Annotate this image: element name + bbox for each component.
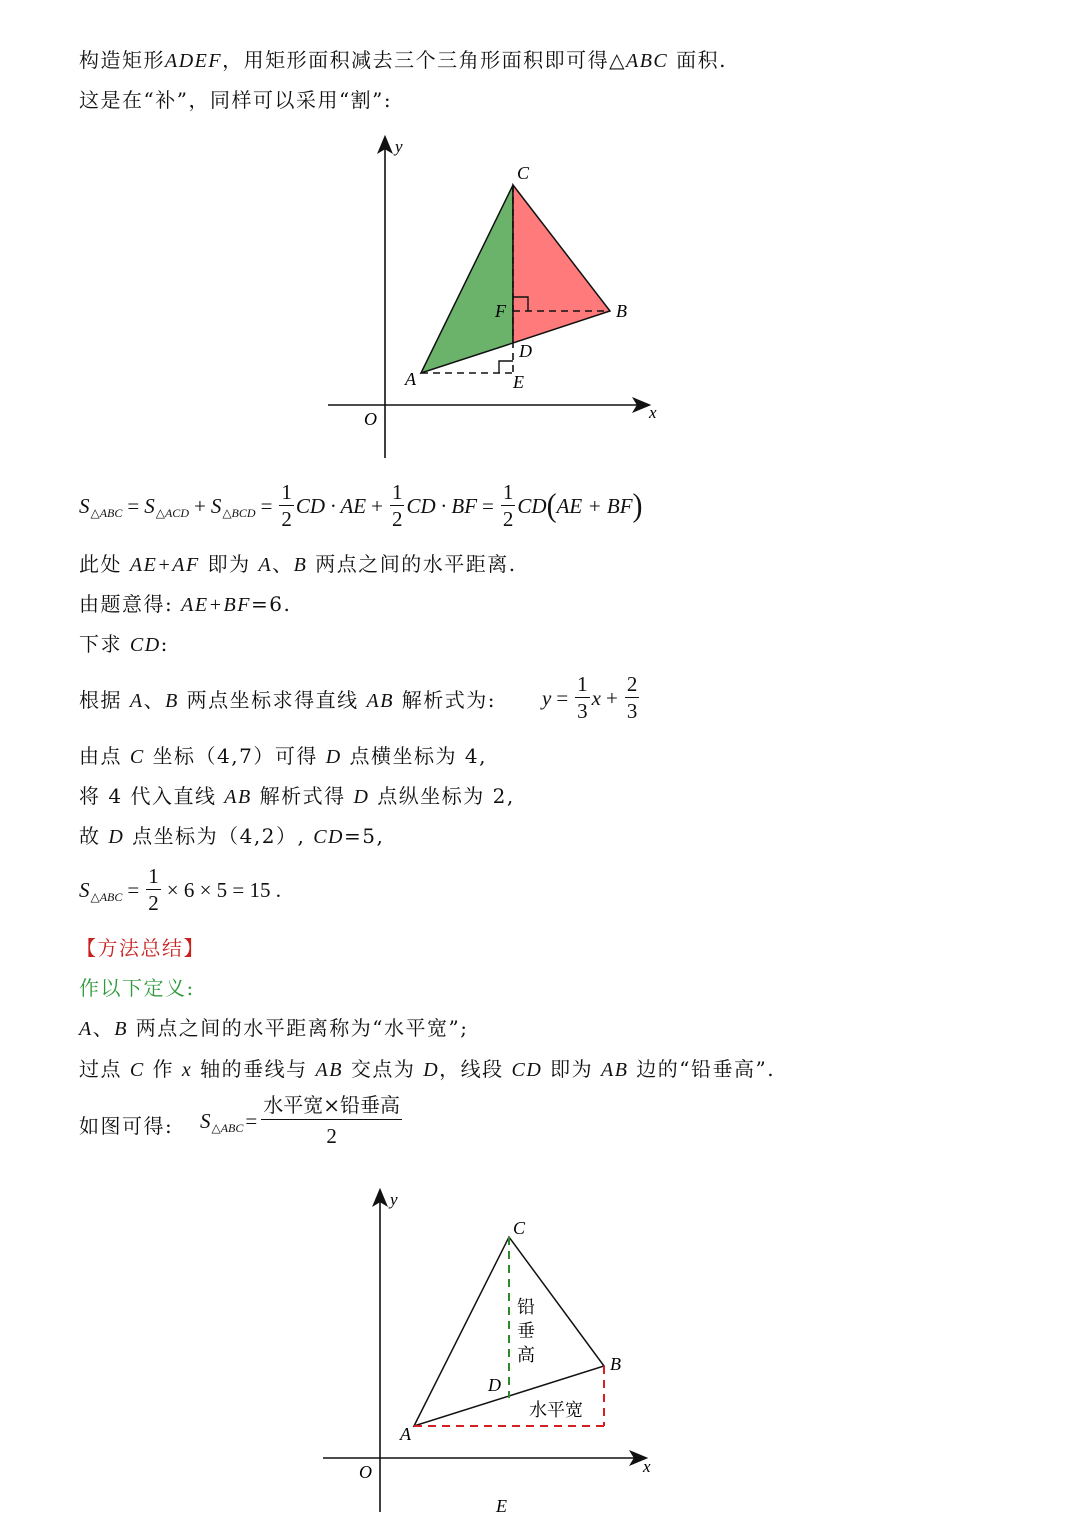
definition-line-3: 如图可得: <box>79 1114 174 1138</box>
fraction-one-third <box>575 674 590 722</box>
math: C <box>129 1059 145 1081</box>
area-formula-3 <box>200 1095 404 1147</box>
text: 故 <box>79 824 109 848</box>
text: 解析式得 <box>251 784 354 808</box>
den: 2 <box>148 891 159 915</box>
math: CD <box>511 1059 543 1081</box>
label-x: x <box>643 1457 651 1476</box>
intro-line-1 <box>79 46 727 75</box>
math: A <box>129 690 144 712</box>
text: 点横坐标为 4, <box>341 744 487 768</box>
text: 交点为 <box>342 1057 424 1081</box>
label-c: C <box>517 163 530 183</box>
text: 下求 <box>79 632 130 656</box>
op: = <box>245 1108 258 1133</box>
fraction-half <box>501 482 516 530</box>
definition-line-2 <box>79 1055 775 1084</box>
text: 此处 <box>79 552 130 576</box>
math: AE+AF <box>129 554 200 576</box>
num: 1 <box>391 480 403 504</box>
label-f: F <box>495 301 506 321</box>
text: 两点坐标求得直线 <box>178 688 367 712</box>
body-line-6 <box>79 782 515 811</box>
text: 由题意得: <box>79 592 182 616</box>
fraction-half <box>279 482 294 530</box>
math: AB <box>315 1059 343 1081</box>
label-a: A <box>405 369 416 389</box>
label-c: C <box>513 1218 526 1238</box>
text: 构造矩形 <box>79 48 165 72</box>
math: A <box>258 554 273 576</box>
body-line-3 <box>79 630 169 659</box>
text: 坐标（4,7）可得 <box>144 744 326 768</box>
var-x: x <box>591 685 601 710</box>
den: 2 <box>281 507 292 531</box>
label-b: B <box>616 301 627 321</box>
var-y: y <box>542 685 552 710</box>
den: 2 <box>326 1124 337 1148</box>
definition-line-1 <box>79 1014 468 1043</box>
math: AE+BF <box>181 594 251 616</box>
term: CD · BF <box>406 493 478 518</box>
math: x <box>181 1059 193 1081</box>
s: S <box>200 1108 211 1133</box>
label-o: O <box>359 1462 372 1482</box>
term: CD · AE <box>295 493 367 518</box>
num: 1 <box>502 480 514 504</box>
body-line-7 <box>79 822 384 851</box>
math: AB <box>601 1059 629 1081</box>
sub: △ACD <box>155 505 189 520</box>
s: S <box>210 493 222 518</box>
fraction-two-thirds <box>625 674 640 722</box>
math: D <box>108 826 125 848</box>
text: 作 <box>144 1057 182 1081</box>
text: 点纵坐标为 2, <box>369 784 515 808</box>
math: CD <box>313 826 344 848</box>
label-b: B <box>610 1354 621 1374</box>
label-vertical-1: 铅 <box>517 1297 535 1317</box>
text: 两点之间的水平距离. <box>307 552 517 576</box>
right-angle-e <box>499 361 513 373</box>
num: 1 <box>577 672 588 696</box>
triangle-bcd <box>513 185 610 343</box>
text: 面积. <box>668 48 727 72</box>
math: C <box>129 746 145 768</box>
math: B <box>165 690 179 712</box>
op: = <box>127 877 140 902</box>
math: D <box>423 1059 440 1081</box>
math: AB <box>224 786 252 808</box>
body-line-4 <box>79 686 496 715</box>
math: B <box>293 554 308 576</box>
term: CD <box>517 493 547 518</box>
text: 即为 <box>199 552 259 576</box>
product: × 6 × 5 = 15 . <box>166 877 282 902</box>
num: 1 <box>148 864 159 888</box>
paren: ( <box>546 487 557 524</box>
text: 轴的垂线与 <box>192 1057 316 1081</box>
den: 2 <box>391 507 403 531</box>
fraction-half <box>390 482 405 530</box>
s: S <box>79 493 90 518</box>
triangle-name: ABC <box>625 50 669 72</box>
label-d: D <box>488 1375 501 1395</box>
den: 3 <box>626 699 638 723</box>
label-o: O <box>364 409 377 429</box>
text: 点坐标为（4,2）, <box>124 824 314 848</box>
sub: △ABC <box>90 889 123 904</box>
term: AE + BF <box>556 493 633 518</box>
op: = <box>127 493 140 518</box>
label-vertical-3: 高 <box>517 1345 535 1365</box>
num: 1 <box>281 480 292 504</box>
figure-2-width-height <box>318 1187 678 1527</box>
fraction-half <box>146 866 161 914</box>
text: =5, <box>344 824 385 848</box>
s: S <box>144 493 155 518</box>
figure-1-split-triangle <box>320 134 680 464</box>
area-formula-2 <box>79 866 281 914</box>
line-ab-equation <box>542 674 641 722</box>
text: 即为 <box>542 1057 602 1081</box>
text: 、 <box>272 552 294 576</box>
area-formula-1 <box>79 482 643 530</box>
sub: △BCD <box>222 505 256 520</box>
den: 3 <box>577 699 588 723</box>
label-y: y <box>390 1190 398 1209</box>
paren: ) <box>632 487 643 524</box>
label-e: E <box>513 372 524 392</box>
body-line-5 <box>79 742 487 771</box>
op: = <box>482 493 494 518</box>
num: 2 <box>626 672 638 696</box>
op: + <box>193 493 206 518</box>
fraction-width-height <box>261 1095 402 1147</box>
label-d: D <box>519 341 532 361</box>
text: 解析式为: <box>393 688 497 712</box>
math: D <box>353 786 370 808</box>
text: ，线段 <box>439 1057 512 1081</box>
text: : <box>160 632 169 656</box>
math: AB <box>366 690 394 712</box>
label-y: y <box>395 137 403 156</box>
op: = <box>260 493 273 518</box>
text: 根据 <box>79 688 130 712</box>
text: =6. <box>250 592 292 616</box>
method-summary-heading: 【方法总结】 <box>76 936 205 960</box>
math: A <box>79 1018 93 1040</box>
label-x: x <box>649 403 657 422</box>
text: 两点之间的水平距离称为“水平宽”; <box>127 1016 469 1040</box>
den: 2 <box>502 507 514 531</box>
body-line-2 <box>79 590 291 619</box>
rect-name: ADEF <box>165 50 223 72</box>
math: B <box>114 1018 128 1040</box>
text: 过点 <box>79 1057 130 1081</box>
text: 边的“铅垂高”. <box>628 1057 776 1081</box>
text: ，用矩形面积减去三个三角形面积即可得△ <box>222 48 626 72</box>
body-line-1 <box>79 550 517 579</box>
sub: △ABC <box>90 505 123 520</box>
text: 、 <box>92 1016 115 1040</box>
math: CD <box>129 634 161 656</box>
num: 水平宽×铅垂高 <box>261 1095 402 1120</box>
op: + <box>606 685 618 710</box>
math: D <box>325 746 342 768</box>
intro-line-2: 这是在“补”，同样可以采用“割”: <box>79 88 393 112</box>
op: + <box>371 493 383 518</box>
label-vertical-2: 垂 <box>517 1321 535 1341</box>
sub: △ABC <box>211 1120 244 1135</box>
label-horizontal-width: 水平宽 <box>529 1400 583 1420</box>
text: 将 4 代入直线 <box>79 784 225 808</box>
triangle-acd <box>421 185 513 373</box>
definition-title: 作以下定义: <box>79 976 195 1000</box>
op: = <box>556 685 569 710</box>
s: S <box>79 877 90 902</box>
text: 由点 <box>79 744 130 768</box>
label-a: A <box>400 1424 411 1444</box>
text: 、 <box>143 688 166 712</box>
label-e: E <box>496 1496 507 1516</box>
